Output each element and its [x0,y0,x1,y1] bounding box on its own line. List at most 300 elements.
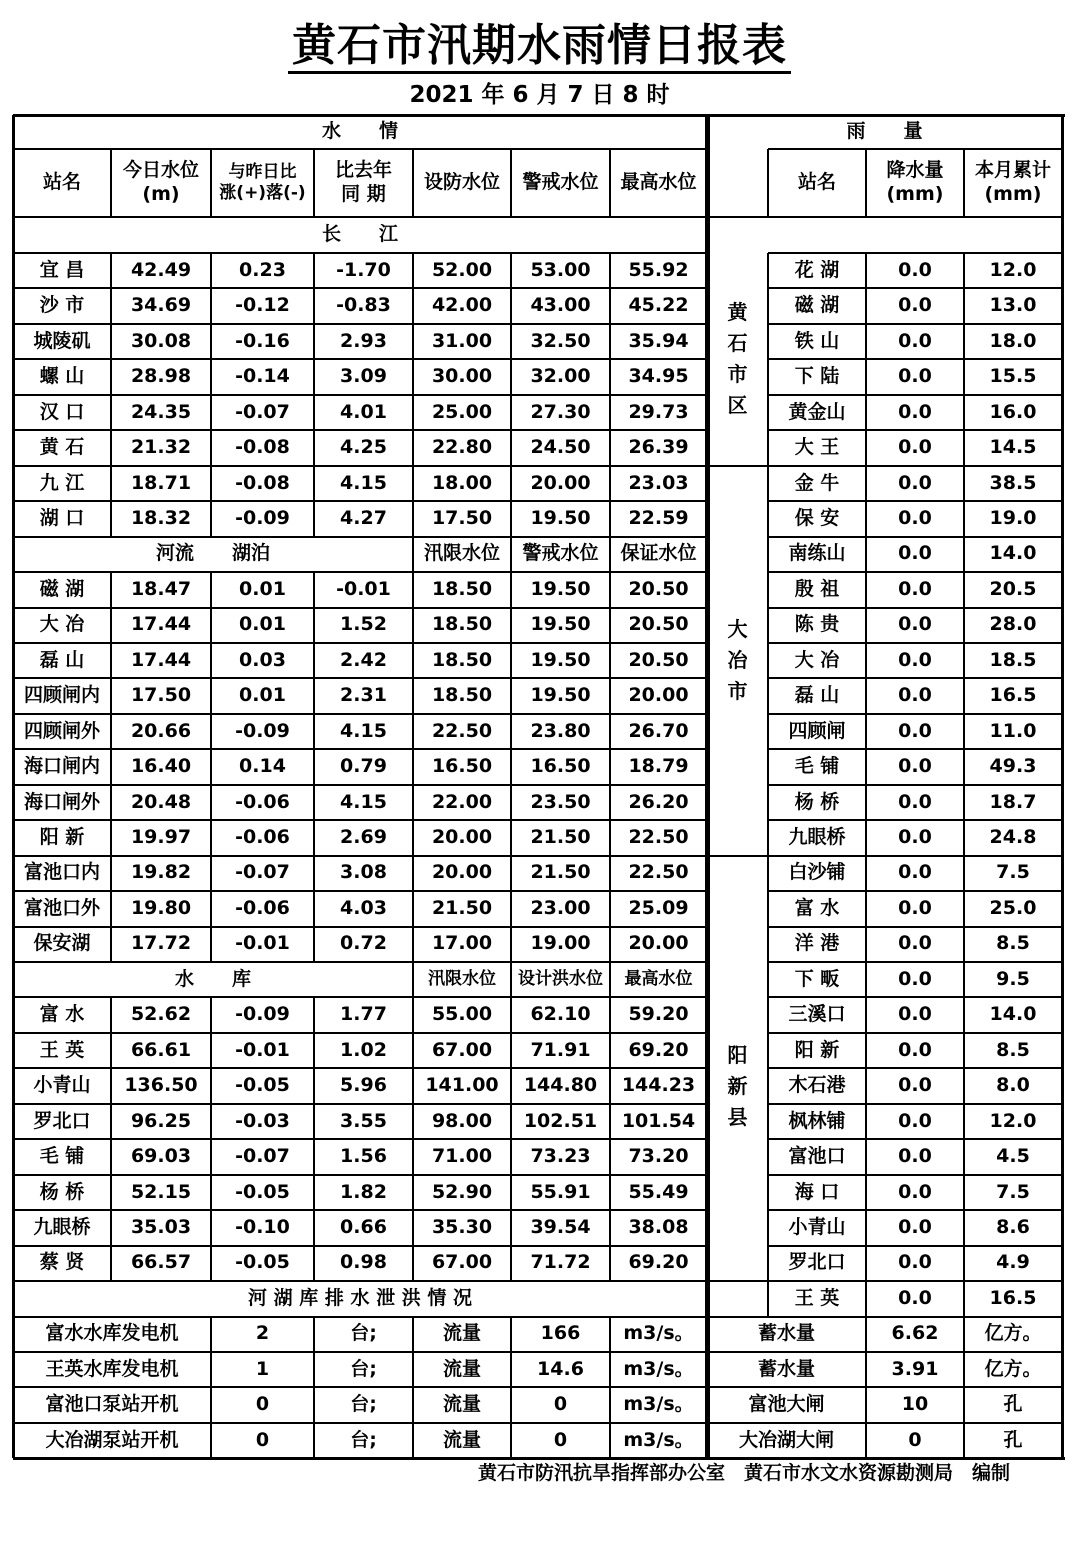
reservoir-section-title: 水 库 [174,967,251,990]
rain-month-total: 24.8 [989,826,1037,849]
rain-month-total: 28.0 [989,613,1037,636]
water-station-name: 富 水 [39,1003,85,1026]
water-value: 1.02 [340,1038,387,1061]
water-value: 29.73 [628,400,689,423]
water-value: -0.09 [235,719,290,742]
header-vs-yesterday: 与昨日比 涨(+)落(-) [219,161,306,203]
header-station: 站名 [42,171,81,194]
water-station-name: 大 冶 [39,613,85,636]
rain-station-name: 大 王 [794,436,840,459]
water-value: -0.14 [235,365,290,388]
water-value: 17.50 [130,684,192,707]
water-value: 21.50 [530,826,591,849]
water-value: 19.50 [530,648,591,671]
water-value: -0.10 [235,1215,290,1238]
water-value: 38.08 [628,1215,689,1238]
water-value: -0.05 [235,1180,290,1203]
water-value: 35.30 [431,1215,493,1238]
water-value: 35.94 [628,329,689,352]
water-value: 30.00 [431,365,493,388]
reservoir-subheader: 设计洪水位 [518,969,603,990]
rain-region-name: 阳 新 县 [727,1042,748,1129]
water-value: 0.72 [340,932,387,955]
rain-station-name: 南练山 [788,542,846,565]
rain-station-name: 杨 桥 [794,790,840,813]
water-value: 18.50 [431,684,493,707]
discharge-flow-value: 166 [540,1322,581,1345]
water-value: -0.05 [235,1074,290,1097]
discharge-flow-unit: m3/s。 [623,1357,694,1380]
water-value: 0.03 [239,648,286,671]
water-value: -0.01 [235,1038,290,1061]
water-value: 30.08 [130,329,192,352]
water-station-name: 蔡 贤 [39,1251,85,1274]
header-today-level: 今日水位 (m) [122,159,199,205]
water-value: -0.05 [235,1251,290,1274]
water-station-name: 螺 山 [39,365,85,388]
water-value: 0.79 [340,755,387,778]
storage-unit: 亿方。 [984,1322,1042,1345]
water-value: 59.20 [628,1003,689,1026]
rain-month-total: 16.5 [989,684,1037,707]
water-value: 2.69 [340,826,387,849]
water-value: 18.79 [628,755,689,778]
storage-unit: 亿方。 [984,1357,1042,1380]
water-value: 24.35 [130,400,192,423]
discharge-count: 0 [255,1393,270,1416]
rain-station-name: 富 水 [794,896,840,919]
water-value: 144.23 [621,1074,696,1097]
header-month-total: 本月累计 (mm) [974,159,1051,205]
water-value: 22.50 [628,826,689,849]
water-value: 34.95 [628,365,689,388]
discharge-flow-unit: m3/s。 [623,1428,694,1451]
water-value: 19.97 [130,826,192,849]
reservoir-subheader: 汛限水位 [428,969,496,990]
water-value: 20.00 [431,861,493,884]
discharge-flow-label: 流量 [442,1322,481,1345]
water-value: 136.50 [124,1074,198,1097]
rain-month-total: 4.5 [996,1145,1030,1168]
discharge-flow-unit: m3/s。 [623,1393,694,1416]
rain-month-total: 7.5 [996,1180,1030,1203]
water-value: 16.40 [130,755,192,778]
rivers-section-title: 河流 湖泊 [155,542,270,565]
water-value: 67.00 [431,1038,493,1061]
rain-month-total: 16.0 [989,400,1037,423]
water-value: 17.44 [130,613,192,636]
water-value: 20.00 [431,826,493,849]
water-value: 0.01 [239,577,286,600]
discharge-count: 1 [255,1357,270,1380]
water-value: 98.00 [431,1109,493,1132]
water-value: 4.01 [340,400,387,423]
water-value: 2.93 [340,329,387,352]
water-value: 5.96 [340,1074,387,1097]
water-value: 3.08 [340,861,387,884]
rain-month-total: 7.5 [996,861,1030,884]
water-value: 0.14 [239,755,286,778]
water-value: -0.01 [336,577,391,600]
rain-value: 0.0 [898,967,932,990]
rain-value: 0.0 [898,506,932,529]
water-value: 53.00 [530,258,591,281]
rain-section-title: 雨 量 [846,120,923,143]
discharge-count: 2 [255,1322,270,1345]
water-value: 21.50 [530,861,591,884]
water-value: 0.98 [340,1251,387,1274]
water-value: -0.01 [235,932,290,955]
storage-value: 6.62 [891,1322,939,1345]
water-station-name: 九 江 [39,471,85,494]
rain-month-total: 13.0 [989,294,1037,317]
water-value: 19.50 [530,613,591,636]
water-value: 1.56 [340,1145,387,1168]
water-value: 19.50 [530,684,591,707]
water-value: 52.00 [431,258,493,281]
water-value: 20.48 [130,790,192,813]
water-value: -0.07 [235,1145,290,1168]
rain-value: 0.0 [898,790,932,813]
water-value: 55.92 [628,258,689,281]
water-value: 2.31 [340,684,387,707]
water-value: 55.49 [628,1180,689,1203]
rain-month-total: 12.0 [989,1109,1037,1132]
header-highest-level: 最高水位 [620,171,697,194]
water-value: 0.23 [239,258,286,281]
rain-station-name: 铁 山 [794,329,840,352]
water-value: -0.07 [235,400,290,423]
water-value: 71.72 [530,1251,591,1274]
rain-value: 0.0 [898,1180,932,1203]
rain-month-total: 14.0 [989,1003,1037,1026]
storage-label: 富池大闸 [748,1393,825,1416]
water-value: 19.00 [530,932,591,955]
rain-value: 0.0 [898,1145,932,1168]
rain-station-name: 毛 铺 [794,755,840,778]
water-station-name: 王 英 [39,1038,85,1061]
water-value: 23.00 [530,896,591,919]
discharge-item-name: 富水水库发电机 [45,1322,179,1345]
water-value: 34.69 [130,294,192,317]
discharge-item-name: 富池口泵站开机 [45,1393,179,1416]
water-value: 0.01 [239,613,286,636]
rain-station-name: 富池口 [788,1145,846,1168]
header-rain-station: 站名 [797,171,836,194]
water-station-name: 宜 昌 [39,258,85,281]
water-value: 22.00 [431,790,493,813]
water-value: -0.06 [235,790,290,813]
water-station-name: 湖 口 [39,506,85,529]
rain-station-name: 小青山 [788,1215,846,1238]
water-value: 20.50 [628,577,689,600]
rain-month-total: 49.3 [989,755,1037,778]
storage-value: 3.91 [891,1357,939,1380]
rain-station-name: 黄金山 [788,400,846,423]
water-value: 141.00 [425,1074,499,1097]
storage-unit: 孔 [1003,1393,1023,1416]
report-title: 黄石市汛期水雨情日报表 [0,14,1079,78]
water-station-name: 富池口外 [23,896,100,919]
water-value: 3.55 [340,1109,387,1132]
water-station-name: 四顾闸内 [23,684,100,707]
water-value: -0.08 [235,471,290,494]
water-value: 66.57 [130,1251,192,1274]
water-section-title: 水 情 [321,120,398,143]
rain-station-name: 四顾闸 [788,719,846,742]
water-value: 1.52 [340,613,387,636]
rain-region-name: 大 冶 市 [727,617,748,704]
header-fortify-level: 设防水位 [423,171,500,194]
rain-month-total: 14.5 [989,436,1037,459]
rain-month-total: 11.0 [989,719,1037,742]
water-station-name: 磁 湖 [39,577,85,600]
rain-value: 0.0 [898,684,932,707]
water-value: 19.80 [130,896,192,919]
water-value: 62.10 [530,1003,591,1026]
discharge-item-name: 大冶湖泵站开机 [45,1428,179,1451]
water-value: 27.30 [530,400,591,423]
water-value: -0.07 [235,861,290,884]
rain-value: 0.0 [898,719,932,742]
water-station-name: 阳 新 [39,826,85,849]
rain-value: 0.0 [898,365,932,388]
water-value: -0.09 [235,1003,290,1026]
water-value: 1.82 [340,1180,387,1203]
rain-month-total: 9.5 [996,967,1030,990]
rain-station-name: 金 牛 [794,471,840,494]
water-value: 55.00 [431,1003,493,1026]
water-value: 18.50 [431,613,493,636]
header-warning-level: 警戒水位 [522,171,599,194]
water-value: 20.00 [530,471,591,494]
water-value: 4.15 [340,790,387,813]
water-value: 4.25 [340,436,387,459]
water-value: 101.54 [621,1109,696,1132]
report-time: 2021 年 6 月 7 日 8 时 [409,82,670,108]
water-value: 69.20 [628,1251,689,1274]
water-value: 45.22 [628,294,689,317]
header-vs-last-year: 比去年 同 期 [334,159,392,205]
storage-value: 10 [901,1393,929,1416]
discharge-unit: 台; [350,1428,377,1451]
water-value: 24.50 [530,436,591,459]
water-value: 1.77 [340,1003,387,1026]
water-value: 55.91 [530,1180,591,1203]
storage-unit: 孔 [1003,1428,1023,1451]
water-value: 18.32 [130,506,192,529]
rain-value: 0.0 [898,932,932,955]
water-value: 69.03 [130,1145,192,1168]
rain-month-total: 8.0 [996,1074,1030,1097]
water-value: -0.03 [235,1109,290,1132]
water-value: 25.09 [628,896,689,919]
discharge-flow-label: 流量 [442,1393,481,1416]
rain-month-total: 8.6 [996,1215,1030,1238]
rain-value: 0.0 [898,1038,932,1061]
rain-station-name: 罗北口 [788,1251,846,1274]
water-value: 96.25 [130,1109,192,1132]
rain-station-name: 九眼桥 [788,826,846,849]
water-station-name: 四顾闸外 [23,719,100,742]
rain-region-name: 黄 石 市 区 [727,300,748,418]
water-value: 32.50 [530,329,591,352]
rain-month-total: 18.7 [989,790,1037,813]
discharge-flow-value: 0 [553,1393,568,1416]
rain-station-name: 三溪口 [788,1003,846,1026]
water-value: 16.50 [530,755,591,778]
water-value: 20.00 [628,932,689,955]
rain-station-name: 阳 新 [794,1038,840,1061]
water-value: 3.09 [340,365,387,388]
rain-value: 0.0 [898,613,932,636]
rain-station-name: 保 安 [794,506,840,529]
discharge-item-name: 王英水库发电机 [45,1357,179,1380]
rain-value: 0.0 [898,471,932,494]
rain-month-total: 8.5 [996,1038,1030,1061]
water-value: -0.12 [235,294,290,317]
discharge-section-title: 河 湖 库 排 水 泄 洪 情 况 [248,1286,472,1309]
rain-value: 0.0 [898,896,932,919]
water-value: 0.01 [239,684,286,707]
discharge-unit: 台; [350,1322,377,1345]
rain-value: 0.0 [898,1109,932,1132]
water-value: 17.50 [431,506,493,529]
water-value: 2.42 [340,648,387,671]
discharge-flow-value: 14.6 [537,1357,584,1380]
rain-station-name: 海 口 [794,1180,840,1203]
rain-value: 0.0 [898,329,932,352]
water-value: 71.91 [530,1038,591,1061]
water-value: 22.50 [628,861,689,884]
rain-value: 0.0 [898,294,932,317]
rain-month-total: 18.5 [989,648,1037,671]
rain-value: 0.0 [898,1251,932,1274]
water-value: 73.23 [530,1145,591,1168]
header-rainfall: 降水量 (mm) [886,159,944,205]
water-value: 28.98 [130,365,192,388]
water-station-name: 黄 石 [39,436,85,459]
water-value: 4.15 [340,471,387,494]
rain-month-total: 14.0 [989,542,1037,565]
water-station-name: 小青山 [33,1074,91,1097]
water-station-name: 毛 铺 [39,1145,85,1168]
rain-station-name: 洋 港 [794,932,840,955]
water-station-name: 海口闸外 [23,790,100,813]
water-value: 73.20 [628,1145,689,1168]
water-value: 17.00 [431,932,493,955]
water-value: -0.16 [235,329,290,352]
rain-station-name: 殷 祖 [794,577,840,600]
storage-label: 蓄水量 [757,1357,815,1380]
water-value: 17.72 [130,932,192,955]
rain-value: 0.0 [898,436,932,459]
rain-value: 0.0 [898,1286,932,1309]
rain-station-name: 磁 湖 [794,294,840,317]
rain-month-total: 16.5 [989,1286,1037,1309]
water-value: 22.80 [431,436,493,459]
discharge-flow-value: 0 [553,1428,568,1451]
water-value: 39.54 [530,1215,591,1238]
water-value: -0.08 [235,436,290,459]
water-value: 26.39 [628,436,689,459]
rain-station-name: 王 英 [794,1286,840,1309]
water-value: 26.20 [628,790,689,813]
water-value: 4.15 [340,719,387,742]
rain-value: 0.0 [898,1215,932,1238]
rain-value: 0.0 [898,577,932,600]
water-value: 18.00 [431,471,493,494]
water-value: 35.03 [130,1215,192,1238]
reservoir-subheader: 最高水位 [624,969,693,990]
water-station-name: 杨 桥 [39,1180,85,1203]
storage-value: 0 [908,1428,922,1451]
rain-value: 0.0 [898,755,932,778]
rivers-subheader: 警戒水位 [522,542,599,565]
water-station-name: 汉 口 [39,400,85,423]
rain-station-name: 陈 贵 [794,613,840,636]
rain-station-name: 枫林铺 [788,1109,846,1132]
water-value: 42.49 [130,258,192,281]
water-value: -1.70 [336,258,391,281]
water-value: 52.90 [431,1180,493,1203]
rain-station-name: 大 冶 [794,648,840,671]
water-value: 18.50 [431,577,493,600]
water-station-name: 九眼桥 [33,1215,91,1238]
water-value: 31.00 [431,329,493,352]
water-station-name: 沙 市 [39,294,85,317]
water-value: -0.06 [235,896,290,919]
water-station-name: 磊 山 [39,648,85,671]
rain-month-total: 19.0 [989,506,1037,529]
rain-month-total: 18.0 [989,329,1037,352]
rain-value: 0.0 [898,542,932,565]
rain-month-total: 12.0 [989,258,1037,281]
rain-month-total: 20.5 [989,577,1037,600]
water-value: -0.09 [235,506,290,529]
rain-value: 0.0 [898,1074,932,1097]
water-value: 32.00 [530,365,591,388]
water-value: 67.00 [431,1251,493,1274]
discharge-unit: 台; [350,1393,377,1416]
rain-station-name: 下 畈 [794,967,840,990]
water-station-name: 海口闸内 [23,755,100,778]
discharge-count: 0 [255,1428,270,1451]
rain-station-name: 白沙铺 [788,861,846,884]
water-station-name: 罗北口 [33,1109,91,1132]
rain-value: 0.0 [898,648,932,671]
rain-month-total: 4.9 [996,1251,1030,1274]
rain-station-name: 下 陆 [794,365,840,388]
water-value: 25.00 [431,400,493,423]
rain-station-name: 磊 山 [794,684,840,707]
water-value: 144.80 [523,1074,598,1097]
water-value: 20.50 [628,613,689,636]
water-value: 4.03 [340,896,387,919]
rain-value: 0.0 [898,258,932,281]
water-value: 18.50 [431,648,493,671]
water-value: 18.71 [130,471,192,494]
water-value: 18.47 [130,577,192,600]
water-station-name: 城陵矶 [33,329,91,352]
water-value: 22.50 [431,719,493,742]
water-value: 43.00 [530,294,591,317]
rivers-subheader: 保证水位 [620,542,697,565]
rain-value: 0.0 [898,861,932,884]
water-station-name: 保安湖 [33,932,91,955]
water-value: 42.00 [431,294,493,317]
rain-value: 0.0 [898,1003,932,1026]
